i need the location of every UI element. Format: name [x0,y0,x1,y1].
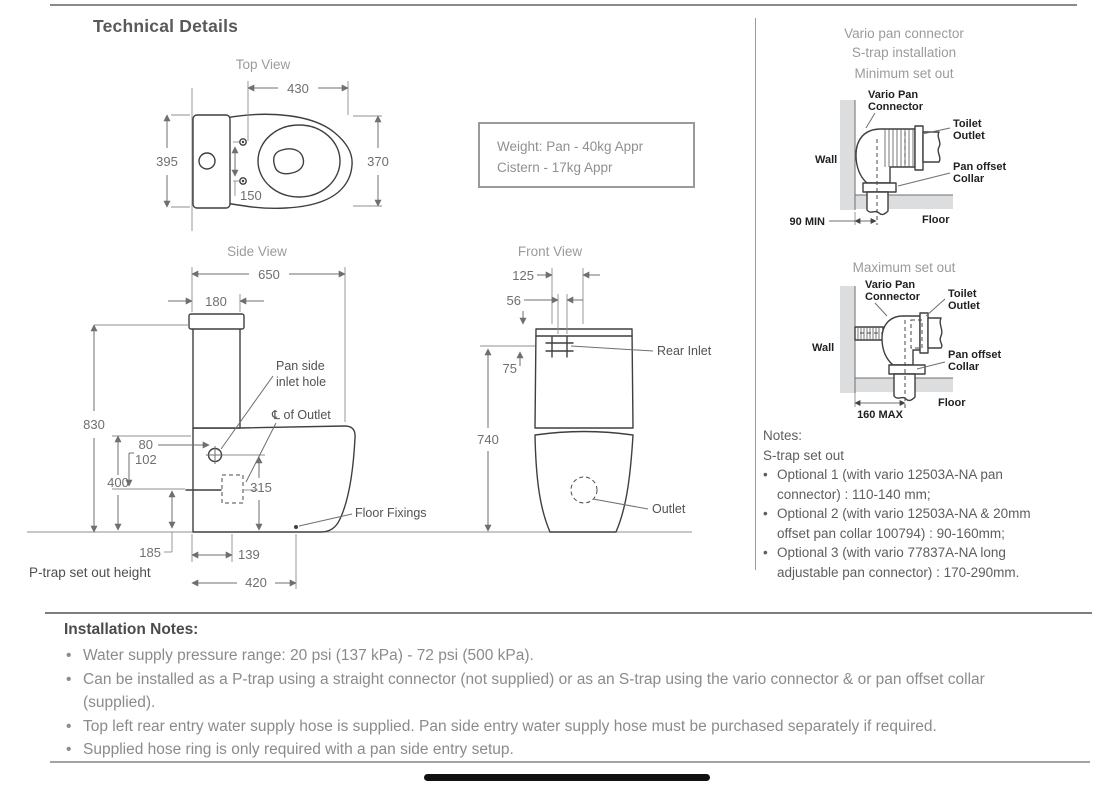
max-set-out-subheading: Maximum set out [852,260,956,275]
dim-80: 80 [138,437,153,452]
dim-740: 740 [477,432,499,447]
list-item: • Optional 3 (with vario 77837A-NA long adjustable pan connector) : 170-290mm. [763,543,1041,582]
side-view-drawing [25,242,445,597]
label-ptrap-set-out: P-trap set out height [29,565,151,580]
label-wall: Wall [815,154,838,166]
top-view-title: Top View [235,57,291,72]
label-toilet-outlet: Toilet [953,118,982,130]
label-vario-pan-connector: Vario Pan [865,279,916,291]
svg-text:inlet hole: inlet hole [276,375,327,389]
list-item: • Supplied hose ring is only required with a pan side entry setup. [64,738,1049,762]
dim-430: 430 [287,81,309,96]
dim-420: 420 [245,575,267,590]
label-floor: Floor [922,214,950,226]
top-view-drawing [85,55,475,245]
notes-list [763,465,1041,582]
label-outlet: Outlet [652,502,686,516]
notes-subheading: S-trap set out [763,447,845,463]
installation-notes [64,621,1049,762]
weight-line-1: Weight: Pan - 40kg Appr [497,139,644,154]
list-item: • Optional 2 (with vario 12503A-NA & 20mm offset pan collar 100794) : 90-160mm; [763,504,1041,543]
label-toilet-outlet: Toilet [948,288,977,300]
dim-90-min: 90 MIN [789,216,825,228]
side-view-title: Side View [227,244,287,259]
label-pan-offset-collar: Pan offset [948,349,1002,361]
weight-info-box [478,122,695,188]
vario-connector-assembly [855,313,942,409]
svg-text:Connector: Connector [865,291,920,303]
dim-75: 75 [502,361,517,376]
weight-line-2: Cistern - 17kg Appr [497,160,613,175]
dim-180: 180 [205,294,227,309]
vario-connector-assembly [856,126,940,225]
min-set-out-subheading: Minimum set out [854,66,954,81]
dim-400: 400 [107,475,129,490]
min-set-out-drawing [765,84,1085,239]
installation-notes-heading: Installation Notes: [64,621,199,638]
list-item: • Can be installed as a P-trap using a straight connector (not supplied) or as an S-trap using the vario connector & or pan offset collar (supplied). [64,668,1049,715]
label-wall: Wall [812,342,835,354]
dim-125: 125 [512,268,534,283]
list-item: • Water supply pressure range: 20 psi (137 kPa) - 72 psi (500 kPa). [64,644,1049,668]
dim-650: 650 [258,267,280,282]
front-view-drawing [440,242,750,597]
label-floor-fixings: Floor Fixings [355,506,427,520]
bottom-rule [50,761,1090,763]
front-view-title: Front View [517,244,583,259]
dim-395: 395 [156,154,178,169]
page-title: Technical Details [93,16,239,36]
dim-315: 315 [250,480,272,495]
svg-text:Outlet: Outlet [948,300,980,312]
dim-139: 139 [238,547,260,562]
max-set-out-drawing [765,278,1085,428]
installation-notes-list [64,644,1049,762]
label-vario-pan-connector: Vario Pan [868,89,919,101]
dim-56: 56 [506,293,521,308]
svg-text:Outlet: Outlet [953,130,985,142]
column-divider [755,18,756,570]
dim-102: 102 [135,452,157,467]
home-indicator-bar [424,774,710,781]
dim-150: 150 [240,188,262,203]
label-floor: Floor [938,397,966,409]
label-rear-inlet: Rear Inlet [657,344,712,358]
notes-heading: Notes: [763,428,803,443]
svg-text:Collar: Collar [948,361,980,373]
svg-text:Connector: Connector [868,101,923,113]
label-pan-offset-collar: Pan offset [953,161,1007,173]
dim-370: 370 [367,154,389,169]
list-item: • Optional 1 (with vario 12503A-NA pan connector) : 110-140 mm; [763,465,1041,504]
svg-text:Collar: Collar [953,173,985,185]
dim-160-max: 160 MAX [857,409,903,421]
dim-185: 185 [139,545,161,560]
toilet-top-outline [192,88,352,231]
strap-heading: Vario pan connector S-trap installation Minimum set out [756,24,1052,83]
label-pan-side-inlet: Pan side [276,359,325,373]
strap-notes [763,426,1041,582]
list-item: • Top left rear entry water supply hose is supplied. Pan side entry water supply hose must be purchased separately if required. [64,715,1049,739]
top-rule [50,4,1077,6]
label-outlet-centerline: ℄ of Outlet [272,408,331,422]
section-divider [45,612,1092,614]
dim-830: 830 [83,417,105,432]
floor-fixing-point [294,525,298,529]
